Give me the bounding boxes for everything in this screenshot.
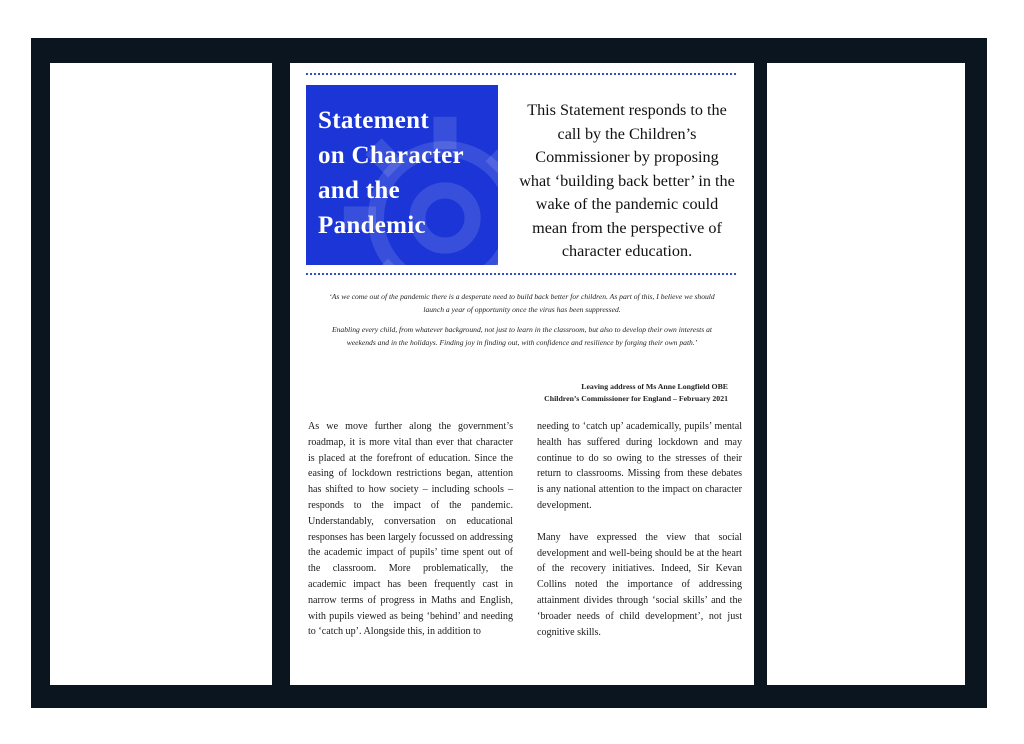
body-paragraph: needing to ‘catch up’ academically, pupils’ mental health has suffered during lockdown and may continue to do so owing to the stresses of their return to classrooms. Missing from these debates is any national attention to the impact on character development. [537,421,742,511]
title-line: Statement [318,107,430,134]
title-box [306,85,498,265]
left-panel [50,63,272,685]
dotted-rule-top [306,73,736,75]
document-title [318,103,464,243]
quote-paragraph-1: ‘As we come out of the pandemic there is a desperate need to build back better for children. As part of this, I believe we should launch a year of opportunity once the virus has been suppressed. [329,292,715,314]
body-paragraph: As we move further along the government’s roadmap, it is more vital than ever that character is placed at the forefront of education. Since the easing of lockdown restrictions began, attention has shifted to how society – including schools – responds to the impact of the pandemic. Understandably, conversation on educational responses has been largely focussed on addressing the academic impact of pupils’ time spent out of the classroom. More problematically, the academic impact has been frequently cast in narrow terms of progress in Maths and English, with pupils viewed as being ‘behind’ and needing to ‘catch up’. Alongside this, in addition to [308,421,513,638]
body-paragraph: Many have expressed the view that social development and well-being should be at the heart of the recovery initiatives. Indeed, Sir Kevan Collins noted the importance of addressing attainment divides through ‘social skills’ and the ‘broader needs of child development’, not just cognitive skills. [537,531,742,638]
document-page [290,63,754,685]
body-column-left [308,419,513,656]
title-line: Pandemic [318,212,426,239]
attribution-line-1: Leaving address of Ms Anne Longfield OBE [581,382,728,391]
quote-attribution [544,381,728,405]
title-line: on Character [318,142,464,169]
body-column-right [537,419,742,656]
title-line: and the [318,177,400,204]
right-panel [767,63,965,685]
dotted-rule-middle [306,273,736,275]
intro-statement: This Statement responds to the call by the Children’s Commissioner by proposing what ‘building back better’ in the wake of the pandemic could mean from the perspective of character education. [519,101,735,260]
attribution-line-2: Children’s Commissioner for England – February 2021 [544,394,728,403]
quote-paragraph-2: Enabling every child, from whatever background, not just to learn in the classroom, but also to develop their own interests at weekends and in the holidays. Finding joy in finding out, with confidence and resilience by forging their own path.’ [332,325,712,347]
